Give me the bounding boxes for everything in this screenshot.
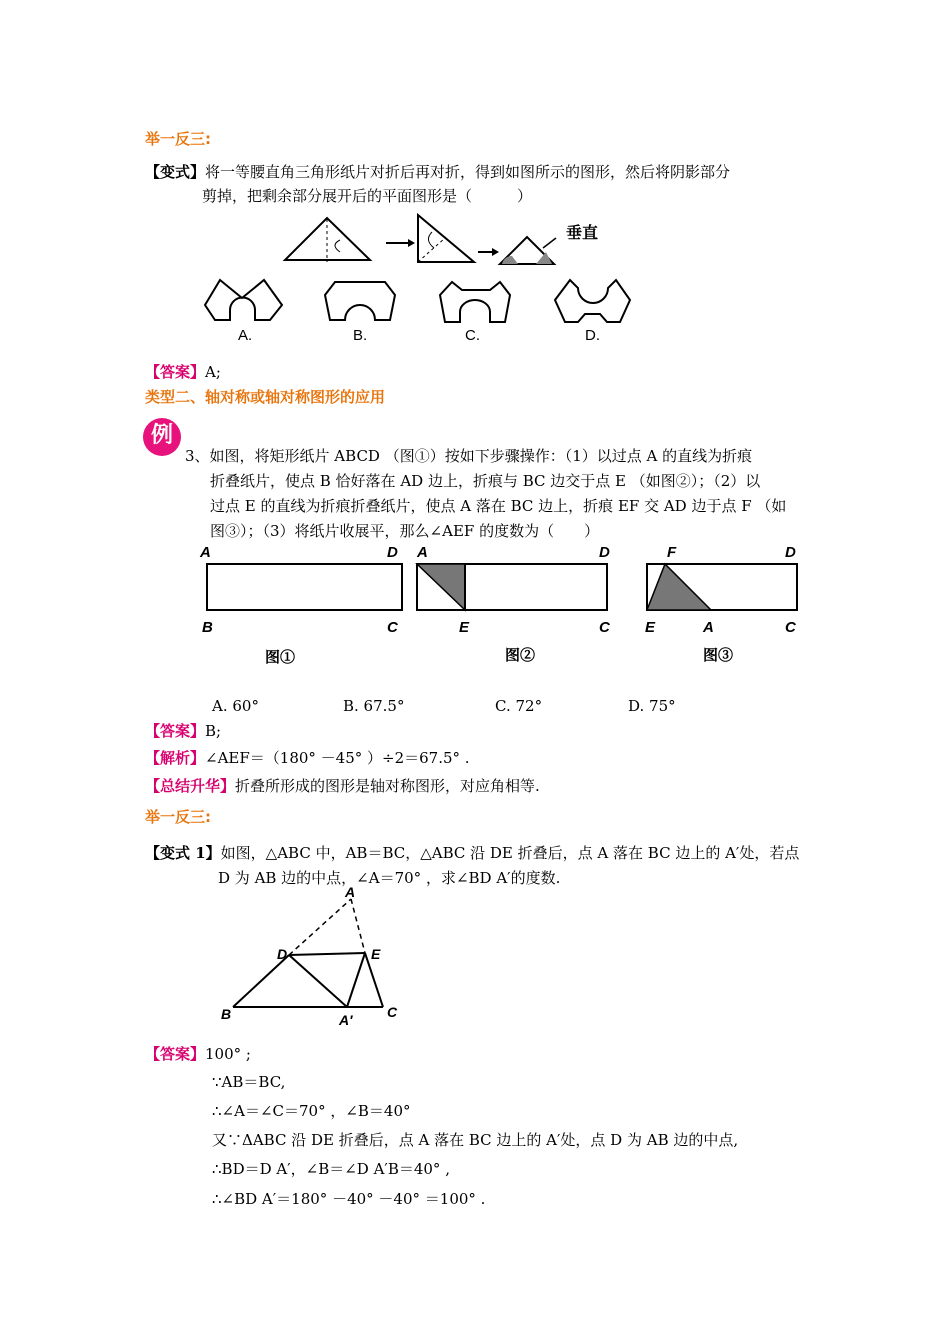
variant-question-line2: 剪掉，把剩余部分展开后的平面图形是（ ） <box>202 187 533 205</box>
answer-tag: 【答案】 <box>145 1045 206 1063</box>
variant1-text: 如图，△ABC 中，AB＝BC，△ABC 沿 DE 折叠后，点 A 落在 BC 边上的 A′处，若点 <box>220 844 800 862</box>
choice-c: C. 72° <box>495 697 543 715</box>
fig2-label-c: C <box>599 619 610 636</box>
solution-step-1: ∵AB＝BC, <box>212 1073 286 1091</box>
example3-line4: 图③）；（3）将纸片收展平，那么∠AEF 的度数为（ ） <box>210 522 600 540</box>
label-a-prime: A′ <box>339 1012 353 1028</box>
answer-value: 100° ; <box>205 1045 251 1063</box>
example3-summary <box>145 776 540 796</box>
choice-b: B. 67.5° <box>343 697 405 715</box>
fold-arrow-icon <box>335 240 340 252</box>
solution-step-2: ∴∠A＝∠C＝70° ，∠B＝40° <box>212 1102 411 1120</box>
summary-text: 折叠所形成的图形是轴对称图形，对应角相等. <box>235 777 540 795</box>
label-d: D <box>277 946 288 962</box>
segment-da-prime <box>289 955 347 1007</box>
solution-step-5: ∴∠BD A′＝180° －40° －40° ＝100° . <box>212 1190 486 1208</box>
shaded-region <box>502 256 518 264</box>
section-heading-practice: 举一反三: <box>145 130 211 148</box>
fold-arrow-icon <box>428 232 434 248</box>
choice-a: A. 60° <box>212 697 259 715</box>
answer-value: B; <box>205 722 222 740</box>
variant-question-text: 将一等腰直角三角形纸片对折后再对折，得到如图所示的图形，然后将阴影部分 <box>205 163 731 181</box>
segment-ea-prime <box>347 953 365 1007</box>
fig3-shaded-fold <box>647 564 711 610</box>
fig2-shaded-fold <box>417 564 465 610</box>
answer-line-1 <box>145 362 221 382</box>
answer-tag: 【答案】 <box>145 722 206 740</box>
fig2-caption: 图② <box>505 647 536 664</box>
solution-step-3: 又∵ΔABC 沿 DE 折叠后，点 A 落在 BC 边上的 A′处，点 D 为 AB 边的中点, <box>212 1131 739 1149</box>
summary-tag: 【总结升华】 <box>145 777 236 795</box>
answer-tag: 【答案】 <box>145 363 206 381</box>
option-b-shape <box>325 282 395 320</box>
fig1-caption: 图① <box>265 649 296 666</box>
example3-line3: 过点 E 的直线为折痕折叠纸片，使点 A 落在 BC 边上，折痕 EF 交 AD 边于点 F （如 <box>210 497 787 515</box>
fig3-label-a: A <box>703 619 714 636</box>
variant1-answer <box>145 1044 251 1064</box>
fig2-label-e: E <box>459 619 470 636</box>
triangle-figure <box>215 885 415 1030</box>
option-c-shape <box>440 282 510 322</box>
example3-answer <box>145 721 221 741</box>
option-a-shape <box>205 280 282 320</box>
analysis-tag: 【解析】 <box>145 749 206 767</box>
fig3-caption: 图③ <box>703 647 734 664</box>
example3-line1: 3、如图，将矩形纸片 ABCD （图①）按如下步骤操作：（1）以过点 A 的直线为折痕 <box>185 447 753 465</box>
example3-line2: 折叠纸片，使点 B 恰好落在 AD 边上，折痕与 BC 边交于点 E （如图②）；（2）以 <box>210 472 761 490</box>
fig3-label-c: C <box>785 619 796 636</box>
variant1-tag: 【变式 1】 <box>145 844 221 862</box>
fig3-label-e: E <box>645 619 656 636</box>
option-b-label: B. <box>353 327 368 344</box>
variant1-line2: D 为 AB 边的中点，∠A＝70° ，求∠BD A′的度数. <box>218 869 561 887</box>
choice-d: D. 75° <box>628 697 676 715</box>
label-a: A <box>345 885 356 900</box>
fig1-label-d: D <box>387 544 398 561</box>
option-a-label: A. <box>238 327 253 344</box>
type2-heading: 类型二、轴对称或轴对称图形的应用 <box>145 388 386 406</box>
fig1-label-a: A <box>200 544 211 561</box>
fig3-label-d: D <box>785 544 796 561</box>
fig2-label-d: D <box>599 544 610 561</box>
label-c: C <box>387 1004 398 1020</box>
variant-question-line1 <box>145 162 730 182</box>
label-e: E <box>371 946 381 962</box>
dashed-ae <box>351 899 365 953</box>
fig3-label-f: F <box>667 544 677 561</box>
option-d-label: D. <box>585 327 600 344</box>
option-d-shape <box>555 280 630 322</box>
fig2-label-a: A <box>417 544 428 561</box>
fig1-label-b: B <box>202 619 213 636</box>
dashed-da <box>289 899 351 955</box>
rectangle-figures <box>195 540 815 675</box>
section2-heading: 举一反三: <box>145 808 211 826</box>
analysis-text: ∠AEF＝（180° －45° ）÷2＝67.5° . <box>205 749 470 767</box>
solution-step-4: ∴BD＝D A′，∠B＝∠D A′B＝40° , <box>212 1160 450 1178</box>
variant1-line1 <box>145 843 799 863</box>
fold-line-de <box>289 953 365 955</box>
fig1-label-c: C <box>387 619 398 636</box>
option-c-label: C. <box>465 327 480 344</box>
label-b: B <box>221 1006 232 1022</box>
folding-figure <box>200 210 640 360</box>
step2-triangle <box>418 215 474 262</box>
fig1-rectangle <box>207 564 402 610</box>
vertical-label: 垂直 <box>566 225 599 242</box>
answer-value: A; <box>205 363 221 381</box>
side-bd <box>233 955 289 1007</box>
example3-analysis <box>145 748 470 768</box>
example-badge: 例 <box>143 418 181 456</box>
variant-tag: 【变式】 <box>145 163 206 181</box>
